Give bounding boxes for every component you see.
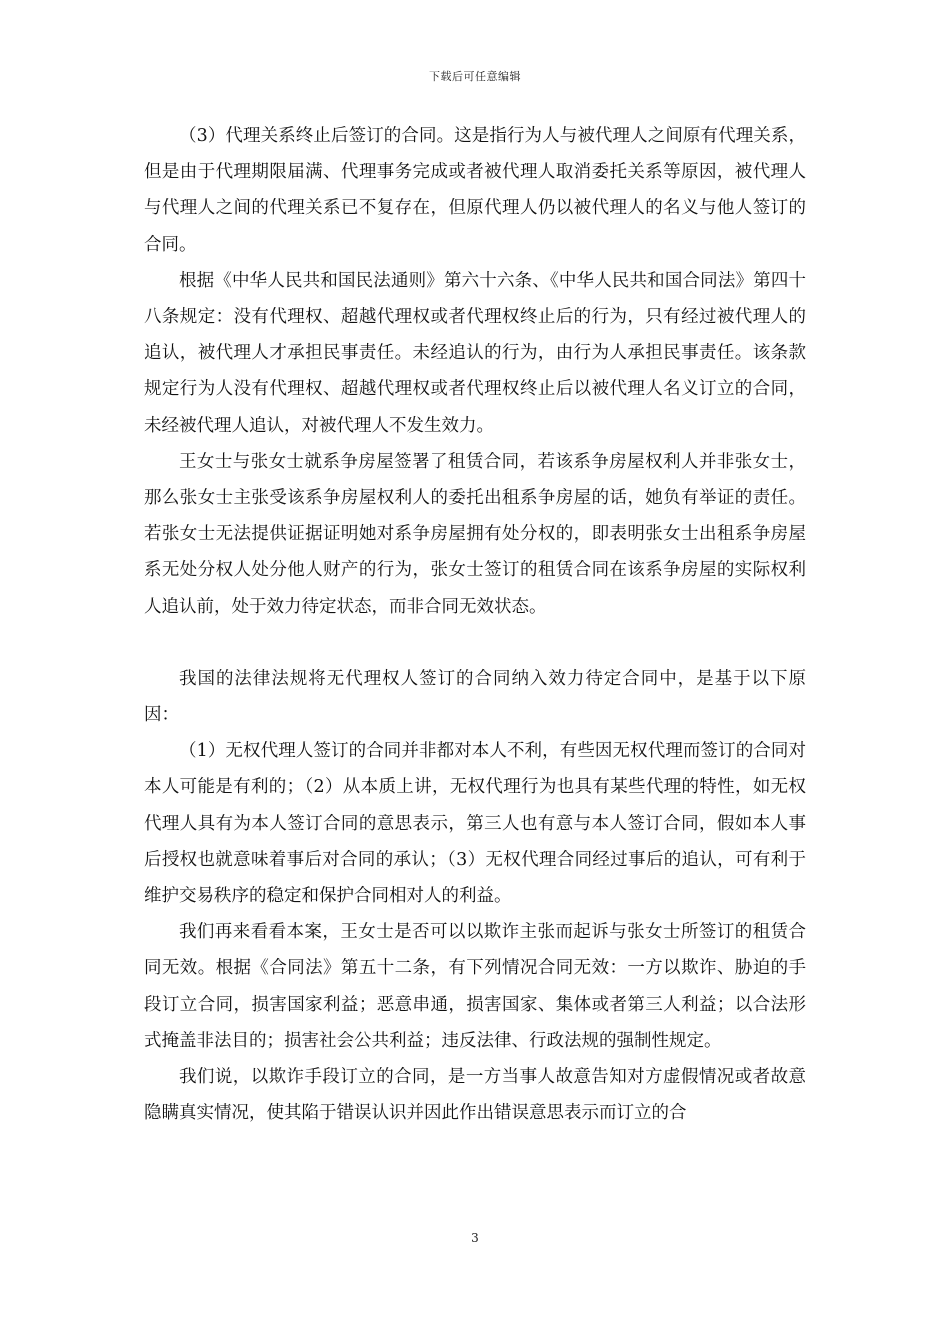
paragraph-7: 我们说，以欺诈手段订立的合同，是一方当事人故意告知对方虚假情况或者故意隐瞒真实情况，使其陷于错误认识并因此作出错误意思表示而订立的合	[144, 1067, 806, 1124]
paragraph-5: （1）无权代理人签订的合同并非都对本人不利，有些因无权代理而签订的合同对本人可能是有利的；（2）从本质上讲，无权代理行为也具有某些代理的特性，如无权代理人具有为本人签订合同的意思表示，第三人也有意与本人签订合同，假如本人事后授权也就意味着事后对合同的承认；（3）无权代理合同经过事后的追认，可有利于维护交易秩序的稳定和保护合同相对人的利益。	[144, 741, 806, 907]
paragraph-1: （3）代理关系终止后签订的合同。这是指行为人与被代理人之间原有代理关系，但是由于代理期限届满、代理事务完成或者被代理人取消委托关系等原因，被代理人与代理人之间的代理关系已不复存在，但原代理人仍以被代理人的名义与他人签订的合同。	[144, 126, 806, 255]
paragraph-3: 王女士与张女士就系争房屋签署了租赁合同，若该系争房屋权利人并非张女士，那么张女士主张受该系争房屋权利人的委托出租系争房屋的话，她负有举证的责任。若张女士无法提供证据证明她对系争房屋拥有处分权的，即表明张女士出租系争房屋系无处分权人处分他人财产的行为，张女士签订的租赁合同在该系争房屋的实际权利人追认前，处于效力待定状态，而非合同无效状态。	[144, 451, 806, 617]
document-body	[144, 118, 806, 1131]
paragraph-6: 我们再来看看本案，王女士是否可以以欺诈主张而起诉与张女士所签订的租赁合同无效。根据《合同法》第五十二条，有下列情况合同无效：一方以欺诈、胁迫的手段订立合同，损害国家利益；恶意串通，损害国家、集体或者第三人利益；以合法形式掩盖非法目的；损害社会公共利益；违反法律、行政法规的强制性规定。	[144, 922, 806, 1051]
paragraph-2: 根据《中华人民共和国民法通则》第六十六条、《中华人民共和国合同法》第四十八条规定：没有代理权、超越代理权或者代理权终止后的行为，只有经过被代理人的追认，被代理人才承担民事责任。未经追认的行为，由行为人承担民事责任。该条款规定行为人没有代理权、超越代理权或者代理权终止后以被代理人名义订立的合同，未经被代理人追认，对被代理人不发生效力。	[144, 270, 806, 436]
paragraph-4: 我国的法律法规将无代理权人签订的合同纳入效力待定合同中，是基于以下原因：	[144, 668, 806, 726]
page-number: 3	[471, 1231, 479, 1245]
page-header: 下载后可任意编辑	[429, 70, 521, 83]
